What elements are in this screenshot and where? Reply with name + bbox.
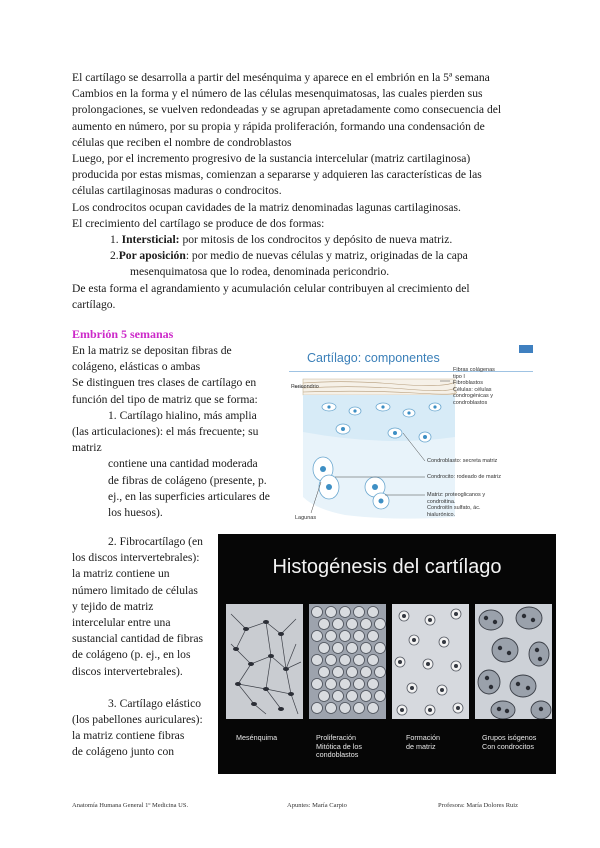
proliferation-micrograph xyxy=(309,604,386,719)
label-line: condroitina. xyxy=(427,498,456,505)
text-line: de fibras de colágeno (presente, p. xyxy=(108,473,267,487)
mesenchyme-micrograph xyxy=(226,604,303,719)
isogenous-groups-micrograph xyxy=(475,604,552,719)
text-line: Se distinguen tres clases de cartílago en xyxy=(72,376,257,390)
text-line: de colágeno junto con xyxy=(72,745,175,759)
list-item-intersticial xyxy=(72,232,532,248)
text-line: función del tipo de matriz que se forma: xyxy=(72,392,258,406)
text-line: contiene una cantidad moderada xyxy=(108,457,258,471)
caption-line: condoblastos xyxy=(316,750,359,759)
text-line: discos intervertebrales). xyxy=(72,664,183,678)
intro-line: prolongaciones, se vuelven redondeadas y se agrupan apretadamente como consecuencia del xyxy=(72,103,502,117)
closing-line: cartílago. xyxy=(72,297,116,311)
cartilage-diagram xyxy=(285,337,533,527)
label-line: condrogénicas y xyxy=(453,393,494,399)
label-line: Fibras colágenas xyxy=(453,367,495,373)
text-line: intercelular entre una xyxy=(72,616,171,630)
cartilage-types-text xyxy=(72,343,277,521)
cartilage-components-figure xyxy=(285,337,533,527)
caption-line: Formación xyxy=(406,733,440,742)
label-pericondrio: Pericondrio xyxy=(291,384,319,390)
section-heading: Embrión 5 semanas xyxy=(72,327,174,341)
list-term: Intersticial: xyxy=(121,233,180,247)
intro-line: Luego, por el incremento progresivo de la sustancia intercelular (matriz cartilaginosa) xyxy=(72,152,471,166)
label-condrocito: Condrocito: rodeado de matriz xyxy=(427,474,501,480)
closing-line: De esta forma el agrandamiento y acumulación celular contribuyen al crecimiento del xyxy=(72,281,470,295)
text-line: (los pabellones auriculares): xyxy=(72,713,203,727)
list-text: por mitosis de los condrocitos y depósito de nueva matriz. xyxy=(179,233,453,247)
panel-grupos-isogenos xyxy=(475,604,552,719)
caption-line: Mitótica de los xyxy=(316,741,362,751)
text-line: los discos intervertebrales): xyxy=(72,551,200,565)
text-line: 1. Cartílago hialino, más amplia xyxy=(108,408,257,422)
caption-formacion xyxy=(406,734,440,751)
label-condroblasto: Condroblasto: secreta matriz xyxy=(427,458,498,464)
intro-line: El cartílago se desarrolla a partir del mesénquima y aparece en el embrión en la 5ª semana xyxy=(72,71,490,84)
caption-line: Proliferación xyxy=(316,733,356,742)
text-line: matriz xyxy=(72,441,102,455)
footer-professor: Profesora: María Dolores Ruiz xyxy=(438,802,518,809)
intro-line: Los condrocitos ocupan cavidades de la matriz denominadas lagunas cartilaginosas. xyxy=(72,200,461,214)
matrix-formation-micrograph xyxy=(392,604,469,719)
caption-line: Grupos isógenos xyxy=(482,733,537,742)
panel-proliferacion xyxy=(309,604,386,719)
text-line: sustancial cantidad de fibras xyxy=(72,632,204,646)
text-line: número limitado de células xyxy=(72,583,198,597)
footer-course: Anatomía Humana General 1º Medicina US. xyxy=(72,802,189,809)
intro-line: El crecimiento del cartílago se produce de dos formas: xyxy=(72,216,325,230)
list-item-aposicion xyxy=(72,248,532,264)
label-line: tipo I xyxy=(453,373,465,380)
caption-line: Con condrocitos xyxy=(482,741,534,751)
text-line: la matriz contiene fibras xyxy=(72,729,185,743)
figure-title: Cartílago: componentes xyxy=(307,351,440,365)
text-line: 3. Cartílago elástico xyxy=(108,696,202,710)
histogenesis-figure xyxy=(218,534,556,774)
panel-formacion-matriz xyxy=(392,604,469,719)
text-line: ej., en las superficies articulares de xyxy=(108,489,270,503)
intro-line: aumento en número, por su propia y rápida proliferación, formando una condensación de xyxy=(72,119,485,133)
text-line: la matriz contiene un xyxy=(72,567,170,581)
slide-title: Histogénesis del cartílago xyxy=(272,556,502,578)
label-lagunas: Lagunas xyxy=(295,515,317,521)
intro-line: células cartilaginosas maduras o condrocitos. xyxy=(72,184,282,198)
caption-line: de matriz xyxy=(406,741,436,751)
label-line: Matriz: proteoglicanos y xyxy=(427,492,486,498)
footer-author: Apuntes: María Carpio xyxy=(287,802,347,809)
cartilage-types-text-2 xyxy=(72,534,212,761)
panel-mesenquima xyxy=(226,604,303,719)
label-line: condroblastos xyxy=(453,399,488,406)
text-line: y tejido de matriz xyxy=(72,599,154,613)
caption-mesenquima xyxy=(236,734,277,743)
list-item-continuation: mesenquimatosa que lo rodea, denominada pericondrio. xyxy=(130,265,390,279)
text-line: colágeno, elásticas o ambas xyxy=(72,360,201,374)
label-line: Condroitín sulfato, ác. xyxy=(427,505,481,511)
list-text: : por medio de nuevas células y matriz, originadas de la capa xyxy=(185,249,468,263)
label-line: Células: células xyxy=(453,386,492,393)
label-line: hialurónico. xyxy=(427,511,456,518)
intro-line: células que reciben el nombre de condroblastos xyxy=(72,135,292,149)
caption-proliferacion xyxy=(316,734,362,760)
label-matriz xyxy=(427,492,485,518)
list-number: 1. xyxy=(110,233,122,247)
text-line: 2. Fibrocartílago (en xyxy=(108,535,203,548)
text-line: (las articulaciones): el más frecuente; su xyxy=(72,425,259,439)
caption-line: Mesénquima xyxy=(236,733,278,742)
text-line: de colágeno (p. ej., en los xyxy=(72,648,191,662)
label-line: Fibroblastos xyxy=(453,380,483,386)
intro-text xyxy=(72,70,532,313)
text-line: En la matriz se depositan fibras de xyxy=(72,344,232,357)
caption-grupos xyxy=(482,734,536,751)
label-fibras-celulas xyxy=(453,367,495,406)
list-number: 2. xyxy=(110,249,119,263)
list-term: Por aposición xyxy=(118,249,186,263)
intro-line: producida por estas mismas, comienzan a separarse y adquieren las características de las xyxy=(72,168,482,182)
intro-line: Cambios en la forma y el número de las células mesenquimatosas, las cuales pierden sus xyxy=(72,87,483,101)
text-line: los huesos). xyxy=(108,506,163,520)
